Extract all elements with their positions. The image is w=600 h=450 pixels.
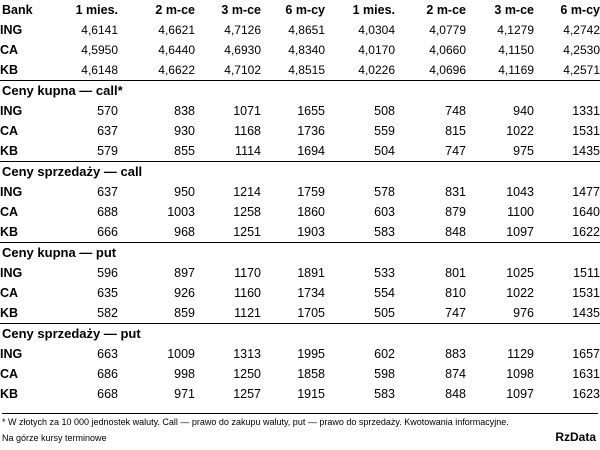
value-cell: 602 — [374, 347, 395, 361]
value-cell: 1025 — [506, 266, 534, 280]
value-cell: 1022 — [506, 286, 534, 300]
value-cell: 4,1279 — [497, 23, 534, 37]
value-cell: 810 — [445, 286, 466, 300]
value-cell: 1170 — [234, 266, 261, 280]
section-title: Ceny kupna — call* — [0, 81, 600, 102]
value-cell: 848 — [445, 225, 466, 239]
table-row — [0, 222, 600, 243]
value-cell: 504 — [374, 144, 395, 158]
value-cell: 1250 — [233, 367, 261, 381]
value-cell: 1043 — [506, 185, 534, 199]
value-cell: 579 — [97, 144, 118, 158]
header-col: 6 m-cy — [560, 3, 600, 17]
value-cell: 748 — [445, 104, 466, 118]
value-cell: 1631 — [572, 367, 600, 381]
header-col: 6 m-cy — [285, 3, 325, 17]
value-cell: 1097 — [506, 225, 534, 239]
value-cell: 831 — [445, 185, 466, 199]
value-cell: 998 — [174, 367, 195, 381]
value-cell: 4,2530 — [563, 43, 600, 57]
value-cell: 554 — [374, 286, 395, 300]
value-cell: 635 — [97, 286, 118, 300]
value-cell: 4,1169 — [498, 63, 534, 77]
value-cell: 508 — [374, 104, 395, 118]
value-cell: 879 — [445, 205, 466, 219]
value-cell: 838 — [174, 104, 195, 118]
value-cell: 583 — [374, 387, 395, 401]
table-body — [0, 20, 600, 404]
value-cell: 940 — [513, 104, 534, 118]
value-cell: 897 — [174, 266, 195, 280]
bank-label: ING — [0, 23, 23, 37]
section-header-row — [0, 243, 600, 264]
value-cell: 1657 — [572, 347, 600, 361]
value-cell: 1622 — [572, 225, 600, 239]
value-cell: 4,1150 — [498, 43, 534, 57]
value-cell: 1100 — [507, 205, 534, 219]
bank-label: CA — [0, 286, 19, 300]
value-cell: 1511 — [573, 266, 600, 280]
value-cell: 968 — [174, 225, 195, 239]
value-cell: 1257 — [233, 387, 261, 401]
value-cell: 1734 — [297, 286, 325, 300]
value-cell: 4,8340 — [288, 43, 325, 57]
value-cell: 1903 — [297, 225, 325, 239]
value-cell: 4,8651 — [288, 23, 325, 37]
value-cell: 1009 — [167, 347, 195, 361]
value-cell: 582 — [97, 306, 118, 320]
bank-label: KB — [0, 63, 19, 77]
table-row — [0, 344, 600, 364]
value-cell: 930 — [174, 124, 195, 138]
value-cell: 747 — [445, 144, 466, 158]
value-cell: 686 — [97, 367, 118, 381]
footnote: * W złotych za 10 000 jednostek waluty. Call — prawo do zakupu waluty, put — prawo do sprzedaży. Kwotowania informacyjne. — [2, 413, 598, 428]
value-cell: 4,6930 — [224, 43, 261, 57]
bank-label: KB — [0, 144, 19, 158]
value-cell: 1655 — [297, 104, 325, 118]
value-cell: 4,2742 — [563, 23, 600, 37]
value-cell: 1168 — [234, 124, 261, 138]
value-cell: 4,6622 — [158, 63, 195, 77]
value-cell: 1071 — [233, 104, 261, 118]
value-cell: 874 — [445, 367, 466, 381]
value-cell: 637 — [97, 124, 118, 138]
value-cell: 4,0660 — [429, 43, 466, 57]
table-row — [0, 121, 600, 141]
value-cell: 688 — [97, 205, 118, 219]
value-cell: 971 — [174, 387, 195, 401]
table-row — [0, 141, 600, 162]
value-cell: 1129 — [507, 347, 534, 361]
value-cell: 855 — [174, 144, 195, 158]
value-cell: 4,0226 — [358, 63, 395, 77]
value-cell: 1435 — [572, 306, 600, 320]
header-col: 3 m-ce — [221, 3, 261, 17]
value-cell: 570 — [97, 104, 118, 118]
value-cell: 4,6148 — [81, 63, 118, 77]
value-cell: 747 — [445, 306, 466, 320]
bank-label: ING — [0, 104, 23, 118]
value-cell: 1531 — [572, 286, 600, 300]
value-cell: 801 — [445, 266, 466, 280]
value-cell: 637 — [97, 185, 118, 199]
value-cell: 815 — [445, 124, 466, 138]
section-title: Ceny sprzedaży — call — [0, 162, 600, 183]
table-row — [0, 202, 600, 222]
table-row — [0, 283, 600, 303]
value-cell: 1214 — [233, 185, 261, 199]
value-cell: 598 — [374, 367, 395, 381]
bank-label: ING — [0, 347, 23, 361]
value-cell: 4,7126 — [224, 23, 261, 37]
value-cell: 1705 — [297, 306, 325, 320]
value-cell: 4,6621 — [158, 23, 195, 37]
value-cell: 1860 — [297, 205, 325, 219]
value-cell: 848 — [445, 387, 466, 401]
value-cell: 4,0779 — [429, 23, 466, 37]
source-label: RzData — [555, 430, 596, 444]
table-row — [0, 60, 600, 81]
value-cell: 4,8515 — [288, 63, 325, 77]
value-cell: 1477 — [572, 185, 600, 199]
bank-label: KB — [0, 225, 19, 239]
section-title: Ceny sprzedaży — put — [0, 324, 600, 345]
value-cell: 950 — [174, 185, 195, 199]
value-cell: 4,2571 — [563, 63, 600, 77]
header-col: 1 mies. — [352, 3, 395, 17]
value-cell: 1759 — [297, 185, 325, 199]
value-cell: 1331 — [572, 104, 600, 118]
value-cell: 1097 — [506, 387, 534, 401]
header-col: 2 m-ce — [155, 3, 195, 17]
header-col: 3 m-ce — [494, 3, 534, 17]
value-cell: 1694 — [297, 144, 325, 158]
value-cell: 4,0170 — [358, 43, 395, 57]
value-cell: 1251 — [233, 225, 261, 239]
value-cell: 1995 — [297, 347, 325, 361]
value-cell: 1640 — [572, 205, 600, 219]
section-header-row — [0, 162, 600, 183]
value-cell: 4,5950 — [81, 43, 118, 57]
value-cell: 1435 — [572, 144, 600, 158]
value-cell: 1121 — [234, 306, 261, 320]
value-cell: 4,6440 — [158, 43, 195, 57]
value-cell: 663 — [97, 347, 118, 361]
value-cell: 1531 — [572, 124, 600, 138]
bank-label: KB — [0, 387, 19, 401]
value-cell: 1114 — [235, 144, 261, 158]
bank-label: CA — [0, 367, 19, 381]
table-row — [0, 303, 600, 324]
value-cell: 4,7102 — [224, 63, 261, 77]
section-header-row — [0, 81, 600, 102]
value-cell: 666 — [97, 225, 118, 239]
value-cell: 1098 — [506, 367, 534, 381]
value-cell: 533 — [374, 266, 395, 280]
value-cell: 4,6141 — [81, 23, 118, 37]
table-row — [0, 263, 600, 283]
value-cell: 1160 — [234, 286, 261, 300]
header-col: 2 m-ce — [426, 3, 466, 17]
table-row — [0, 20, 600, 40]
table-row — [0, 384, 600, 404]
value-cell: 1736 — [297, 124, 325, 138]
bank-label: CA — [0, 43, 19, 57]
value-cell: 859 — [174, 306, 195, 320]
value-cell: 1003 — [167, 205, 195, 219]
bank-label: ING — [0, 185, 23, 199]
section-header-row — [0, 324, 600, 345]
value-cell: 4,0696 — [429, 63, 466, 77]
header-row — [0, 0, 600, 20]
value-cell: 603 — [374, 205, 395, 219]
header-bank: Bank — [2, 3, 33, 17]
value-cell: 559 — [374, 124, 395, 138]
value-cell: 505 — [374, 306, 395, 320]
table-row — [0, 182, 600, 202]
value-cell: 883 — [445, 347, 466, 361]
value-cell: 1915 — [297, 387, 325, 401]
table-row — [0, 101, 600, 121]
value-cell: 668 — [97, 387, 118, 401]
table-row — [0, 364, 600, 384]
value-cell: 1858 — [297, 367, 325, 381]
value-cell: 926 — [174, 286, 195, 300]
bank-label: CA — [0, 124, 19, 138]
value-cell: 1313 — [233, 347, 261, 361]
value-cell: 4,0304 — [358, 23, 395, 37]
table-row — [0, 40, 600, 60]
value-cell: 1258 — [233, 205, 261, 219]
value-cell: 975 — [513, 144, 534, 158]
value-cell: 596 — [97, 266, 118, 280]
value-cell: 1623 — [572, 387, 600, 401]
bank-label: CA — [0, 205, 19, 219]
subnote: Na górze kursy terminowe — [2, 433, 107, 443]
bank-label: ING — [0, 266, 23, 280]
value-cell: 578 — [374, 185, 395, 199]
value-cell: 1022 — [506, 124, 534, 138]
value-cell: 976 — [513, 306, 534, 320]
section-title: Ceny kupna — put — [0, 243, 600, 264]
header-col: 1 mies. — [75, 3, 118, 17]
value-cell: 1891 — [297, 266, 325, 280]
bank-label: KB — [0, 306, 19, 320]
value-cell: 583 — [374, 225, 395, 239]
